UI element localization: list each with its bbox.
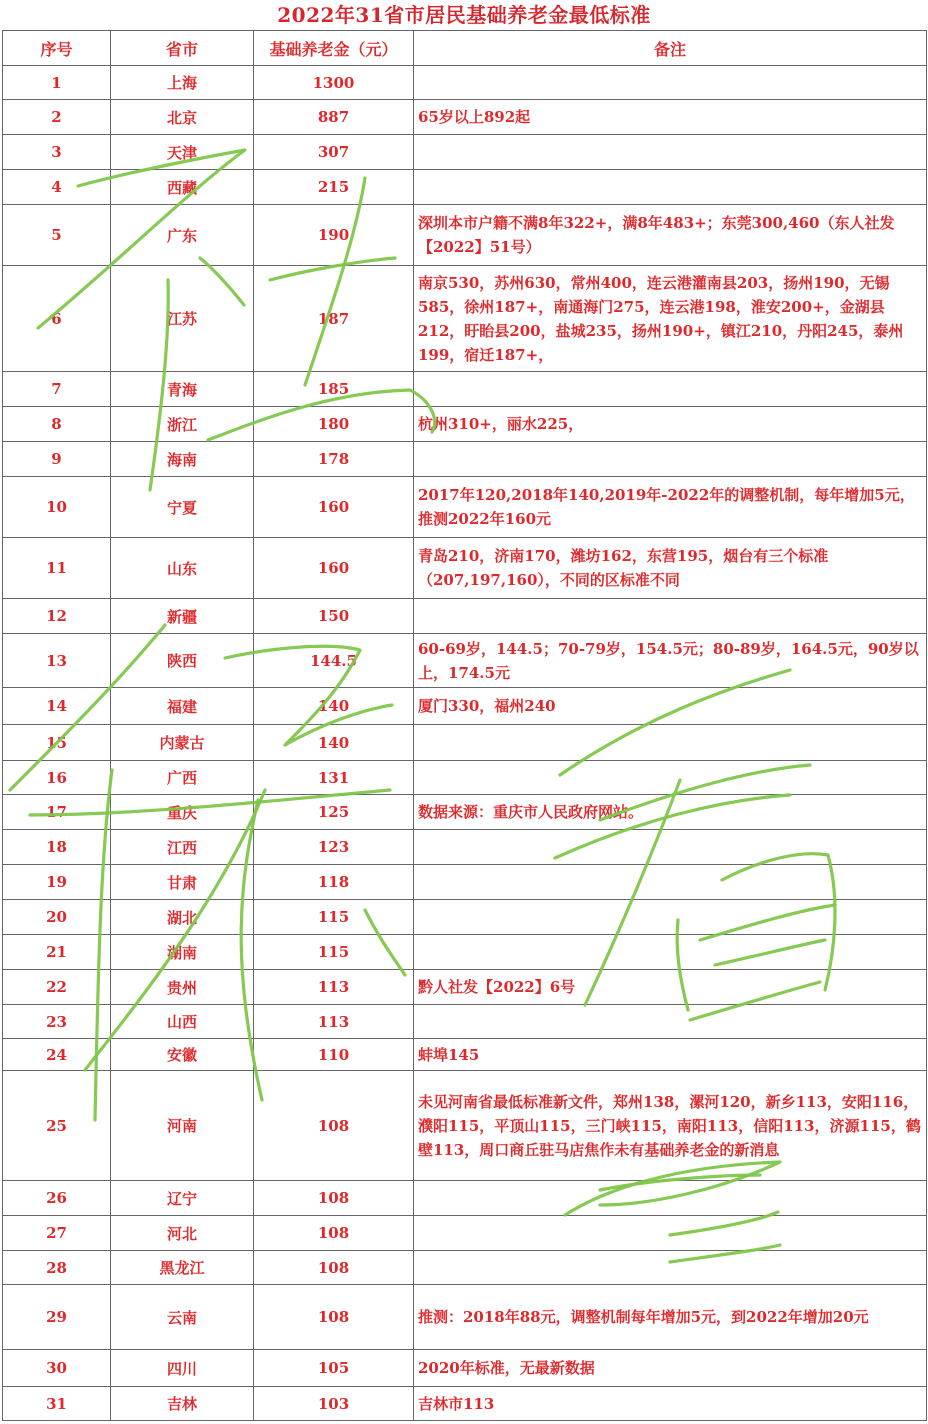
pension-table: [2, 30, 927, 1421]
row-number: 28: [3, 1251, 111, 1285]
table-row: [3, 900, 927, 935]
province-cell: 北京: [111, 100, 254, 135]
header-province: 省市: [111, 31, 254, 66]
note-cell: [414, 599, 927, 634]
row-number: 22: [3, 970, 111, 1005]
province-cell: 天津: [111, 135, 254, 170]
note-cell: 未见河南省最低标准新文件，郑州138，漯河120，新乡113，安阳116，濮阳115，平顶山115，三门峡115，南阳113，信阳113，济源115，鹤壁113，周口商丘驻马店焦作未有基础养老金的新消息: [414, 1071, 927, 1181]
row-number: 17: [3, 795, 111, 830]
table-row: [3, 1285, 927, 1350]
province-cell: 浙江: [111, 407, 254, 442]
province-cell: 云南: [111, 1285, 254, 1350]
province-cell: 海南: [111, 442, 254, 477]
row-number: 25: [3, 1071, 111, 1181]
amount-cell: 108: [254, 1181, 414, 1216]
row-number: 21: [3, 935, 111, 970]
note-cell: 杭州310+，丽水225，: [414, 407, 927, 442]
note-cell: [414, 935, 927, 970]
table-row: [3, 442, 927, 477]
row-number: 12: [3, 599, 111, 634]
row-number: 7: [3, 372, 111, 407]
note-cell: [414, 1005, 927, 1039]
amount-cell: 887: [254, 100, 414, 135]
note-cell: [414, 725, 927, 761]
table-row: [3, 1350, 927, 1387]
note-cell: 吉林市113: [414, 1387, 927, 1421]
row-number: 23: [3, 1005, 111, 1039]
amount-cell: 118: [254, 865, 414, 900]
header-note: 备注: [414, 31, 927, 66]
note-cell: [414, 442, 927, 477]
note-cell: 深圳本市户籍不满8年322+，满8年483+；东莞300,460（东人社发【2022】51号）: [414, 205, 927, 266]
row-number: 19: [3, 865, 111, 900]
table-row: [3, 266, 927, 372]
table-row: [3, 1005, 927, 1039]
note-cell: [414, 865, 927, 900]
header-amount: 基础养老金（元）: [254, 31, 414, 66]
note-cell: [414, 1181, 927, 1216]
province-cell: 吉林: [111, 1387, 254, 1421]
note-cell: 推测：2018年88元，调整机制每年增加5元，到2022年增加20元: [414, 1285, 927, 1350]
province-cell: 宁夏: [111, 477, 254, 538]
province-cell: 广东: [111, 205, 254, 266]
note-cell: [414, 1251, 927, 1285]
note-cell: [414, 830, 927, 865]
row-number: 5: [3, 205, 111, 266]
amount-cell: 178: [254, 442, 414, 477]
note-cell: 65岁以上892起: [414, 100, 927, 135]
note-cell: 青岛210，济南170，潍坊162，东营195，烟台有三个标准（207,197,160），不同的区标准不同: [414, 538, 927, 599]
province-cell: 江西: [111, 830, 254, 865]
row-number: 18: [3, 830, 111, 865]
header-row: [3, 31, 927, 66]
row-number: 2: [3, 100, 111, 135]
row-number: 14: [3, 688, 111, 725]
table-row: [3, 761, 927, 795]
note-cell: 60-69岁，144.5；70-79岁，154.5元；80-89岁，164.5元，90岁以上，174.5元: [414, 634, 927, 688]
province-cell: 湖南: [111, 935, 254, 970]
province-cell: 湖北: [111, 900, 254, 935]
table-row: [3, 135, 927, 170]
note-cell: 厦门330，福州240: [414, 688, 927, 725]
note-cell: [414, 135, 927, 170]
amount-cell: 110: [254, 1039, 414, 1071]
table-row: [3, 725, 927, 761]
province-cell: 河南: [111, 1071, 254, 1181]
amount-cell: 113: [254, 970, 414, 1005]
province-cell: 山东: [111, 538, 254, 599]
province-cell: 甘肃: [111, 865, 254, 900]
province-cell: 青海: [111, 372, 254, 407]
amount-cell: 144.5: [254, 634, 414, 688]
province-cell: 内蒙古: [111, 725, 254, 761]
province-cell: 江苏: [111, 266, 254, 372]
province-cell: 重庆: [111, 795, 254, 830]
note-cell: 2020年标准，无最新数据: [414, 1350, 927, 1387]
table-row: [3, 634, 927, 688]
table-row: [3, 865, 927, 900]
amount-cell: 123: [254, 830, 414, 865]
amount-cell: 140: [254, 725, 414, 761]
row-number: 8: [3, 407, 111, 442]
table-row: [3, 66, 927, 100]
amount-cell: 131: [254, 761, 414, 795]
table-row: [3, 1251, 927, 1285]
row-number: 16: [3, 761, 111, 795]
note-cell: [414, 372, 927, 407]
table-row: [3, 100, 927, 135]
amount-cell: 108: [254, 1071, 414, 1181]
province-cell: 山西: [111, 1005, 254, 1039]
table-row: [3, 1387, 927, 1421]
province-cell: 辽宁: [111, 1181, 254, 1216]
amount-cell: 180: [254, 407, 414, 442]
row-number: 24: [3, 1039, 111, 1071]
table-row: [3, 1216, 927, 1251]
note-cell: 2017年120,2018年140,2019年-2022年的调整机制，每年增加5元，推测2022年160元: [414, 477, 927, 538]
table-row: [3, 372, 927, 407]
header-no: 序号: [3, 31, 111, 66]
table-row: [3, 1071, 927, 1181]
note-cell: 数据来源：重庆市人民政府网站。: [414, 795, 927, 830]
amount-cell: 160: [254, 538, 414, 599]
row-number: 6: [3, 266, 111, 372]
amount-cell: 140: [254, 688, 414, 725]
row-number: 3: [3, 135, 111, 170]
province-cell: 陕西: [111, 634, 254, 688]
row-number: 20: [3, 900, 111, 935]
row-number: 15: [3, 725, 111, 761]
table-row: [3, 935, 927, 970]
row-number: 26: [3, 1181, 111, 1216]
row-number: 9: [3, 442, 111, 477]
table-row: [3, 1039, 927, 1071]
province-cell: 贵州: [111, 970, 254, 1005]
table-row: [3, 170, 927, 205]
note-cell: 蚌埠145: [414, 1039, 927, 1071]
province-cell: 安徽: [111, 1039, 254, 1071]
row-number: 10: [3, 477, 111, 538]
province-cell: 福建: [111, 688, 254, 725]
province-cell: 广西: [111, 761, 254, 795]
table-row: [3, 688, 927, 725]
note-cell: 南京530，苏州630，常州400，连云港灌南县203，扬州190，无锡585，徐州187+，南通海门275，连云港198，淮安200+，金湖县212，盱眙县200，盐城235，扬州190+，镇江210，丹阳245，泰州199，宿迁187+，: [414, 266, 927, 372]
note-cell: [414, 66, 927, 100]
amount-cell: 187: [254, 266, 414, 372]
table-row: [3, 970, 927, 1005]
amount-cell: 115: [254, 935, 414, 970]
note-cell: [414, 761, 927, 795]
amount-cell: 105: [254, 1350, 414, 1387]
amount-cell: 103: [254, 1387, 414, 1421]
note-cell: 黔人社发【2022】6号: [414, 970, 927, 1005]
row-number: 11: [3, 538, 111, 599]
province-cell: 西藏: [111, 170, 254, 205]
amount-cell: 150: [254, 599, 414, 634]
table-row: [3, 205, 927, 266]
note-cell: [414, 170, 927, 205]
row-number: 13: [3, 634, 111, 688]
table-row: [3, 1181, 927, 1216]
amount-cell: 185: [254, 372, 414, 407]
province-cell: 黑龙江: [111, 1251, 254, 1285]
amount-cell: 215: [254, 170, 414, 205]
row-number: 31: [3, 1387, 111, 1421]
table-row: [3, 830, 927, 865]
amount-cell: 108: [254, 1216, 414, 1251]
amount-cell: 160: [254, 477, 414, 538]
province-cell: 新疆: [111, 599, 254, 634]
page-title: 2022年31省市居民基础养老金最低标准: [277, 3, 651, 27]
row-number: 30: [3, 1350, 111, 1387]
table-row: [3, 599, 927, 634]
row-number: 27: [3, 1216, 111, 1251]
amount-cell: 1300: [254, 66, 414, 100]
amount-cell: 108: [254, 1285, 414, 1350]
amount-cell: 115: [254, 900, 414, 935]
table-row: [3, 538, 927, 599]
table-row: [3, 795, 927, 830]
table-row: [3, 477, 927, 538]
province-cell: 上海: [111, 66, 254, 100]
row-number: 4: [3, 170, 111, 205]
province-cell: 四川: [111, 1350, 254, 1387]
note-cell: [414, 900, 927, 935]
province-cell: 河北: [111, 1216, 254, 1251]
amount-cell: 108: [254, 1251, 414, 1285]
amount-cell: 190: [254, 205, 414, 266]
amount-cell: 307: [254, 135, 414, 170]
amount-cell: 125: [254, 795, 414, 830]
note-cell: [414, 1216, 927, 1251]
row-number: 29: [3, 1285, 111, 1350]
row-number: 1: [3, 66, 111, 100]
table-row: [3, 407, 927, 442]
amount-cell: 113: [254, 1005, 414, 1039]
